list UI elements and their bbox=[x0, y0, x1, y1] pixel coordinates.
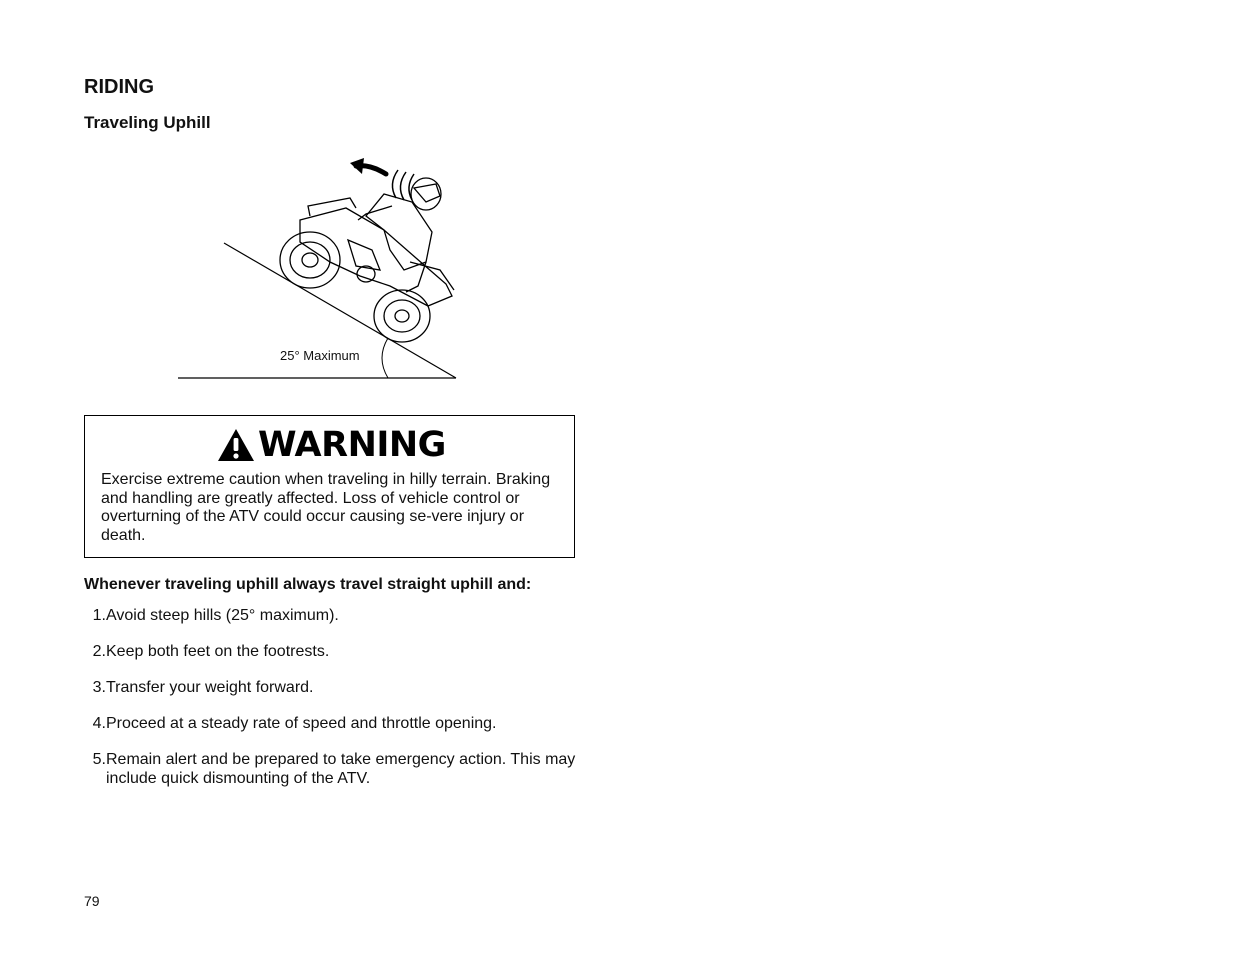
section-title: RIDING bbox=[84, 76, 154, 98]
list-item bbox=[84, 714, 584, 733]
warning-triangle-icon bbox=[217, 428, 255, 462]
warning-box bbox=[84, 415, 575, 558]
list-item-text: Avoid steep hills (25° maximum). bbox=[106, 607, 339, 624]
warning-word: WARNING bbox=[258, 425, 446, 465]
uphill-atv-illustration bbox=[170, 150, 470, 390]
angle-arc bbox=[382, 338, 388, 378]
atv-drawing bbox=[280, 178, 454, 342]
subsection-title: Traveling Uphill bbox=[84, 113, 211, 132]
list-item bbox=[84, 642, 584, 661]
warning-text: Exercise extreme caution when traveling in hilly terrain. Braking and handling are greatly affected. Loss of vehicle control or overturning of the ATV could occur causing se-vere injury or death. bbox=[101, 471, 551, 544]
list-item-text: Transfer your weight forward. bbox=[106, 679, 314, 696]
list-item-text: Remain alert and be prepared to take emergency action. This may include quick dismounting of the ATV. bbox=[106, 751, 576, 787]
page-number: 79 bbox=[84, 893, 100, 909]
lean-forward-arrow-icon bbox=[350, 158, 414, 200]
list-item-number: 5. bbox=[92, 751, 106, 768]
list-item-number: 1. bbox=[92, 607, 106, 624]
list-item bbox=[84, 750, 584, 788]
list-item bbox=[84, 606, 584, 625]
list-item-text: Keep both feet on the footrests. bbox=[106, 643, 330, 660]
instruction-list bbox=[84, 606, 584, 805]
warning-heading bbox=[217, 426, 446, 464]
list-item-number: 3. bbox=[92, 679, 106, 696]
list-item-text: Proceed at a steady rate of speed and throttle opening. bbox=[106, 715, 497, 732]
angle-label: 25° Maximum bbox=[280, 348, 360, 363]
list-item-number: 2. bbox=[92, 643, 106, 660]
instructions-lead: Whenever traveling uphill always travel straight uphill and: bbox=[84, 576, 532, 593]
list-item bbox=[84, 678, 584, 697]
list-item-number: 4. bbox=[92, 715, 106, 732]
